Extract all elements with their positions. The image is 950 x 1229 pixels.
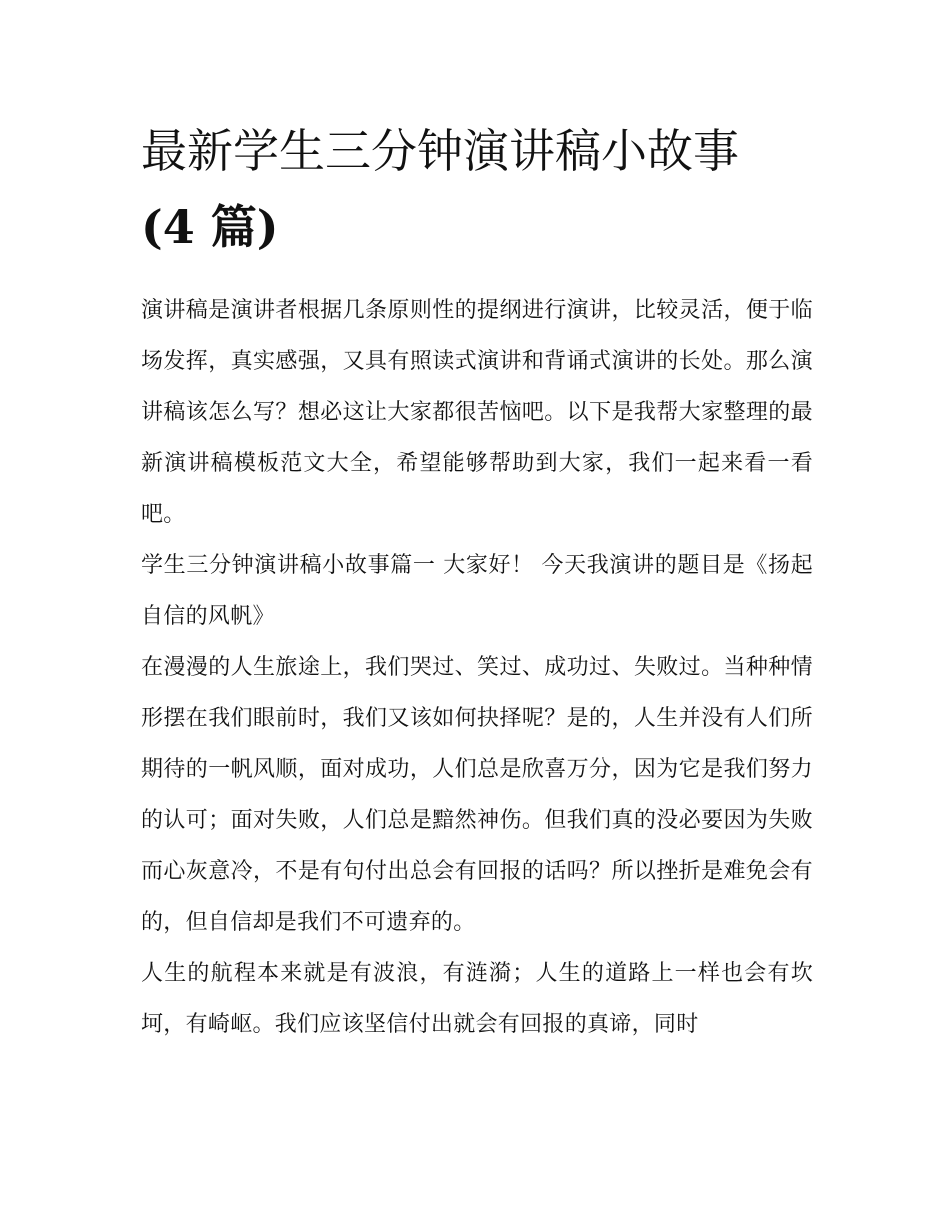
paragraph-speech-heading: 学生三分钟演讲稿小故事篇一 大家好！ 今天我演讲的题目是《扬起自信的风帆》 — [141, 553, 813, 629]
title-line-1: 最新学生三分钟演讲稿小故事 — [141, 124, 739, 178]
paragraph-body-1: 在漫漫的人生旅途上，我们哭过、笑过、成功过、失败过。当种种情形摆在我们眼前时，我们又该如何抉择呢？是的，人生并没有人们所期待的一帆风顺，面对成功，人们总是欣喜万分，因为它是我们努力的认可；面对失败，人们总是黯然神伤。但我们真的没必要因为失败而心灰意冷，不是有句付出总会有回报的话吗？所以挫折是难免会有的，但自信却是我们不可遗弃的。 — [141, 655, 813, 935]
paragraph-intro: 演讲稿是演讲者根据几条原则性的提纲进行演讲，比较灵活，便于临场发挥，真实感强，又具有照读式演讲和背诵式演讲的长处。那么演讲稿该怎么写？想必这让大家都很苦恼吧。以下是我帮大家整理的最新演讲稿模板范文大全，希望能够帮助到大家，我们一起来看一看吧。 — [141, 298, 813, 527]
title-line-2: (4 篇) — [141, 200, 279, 254]
document-content — [141, 113, 813, 1050]
paragraph-body-2: 人生的航程本来就是有波浪，有涟漪；人生的道路上一样也会有坎坷，有崎岖。我们应该坚信付出就会有回报的真谛，同时 — [141, 961, 813, 1037]
document-title — [141, 113, 813, 265]
